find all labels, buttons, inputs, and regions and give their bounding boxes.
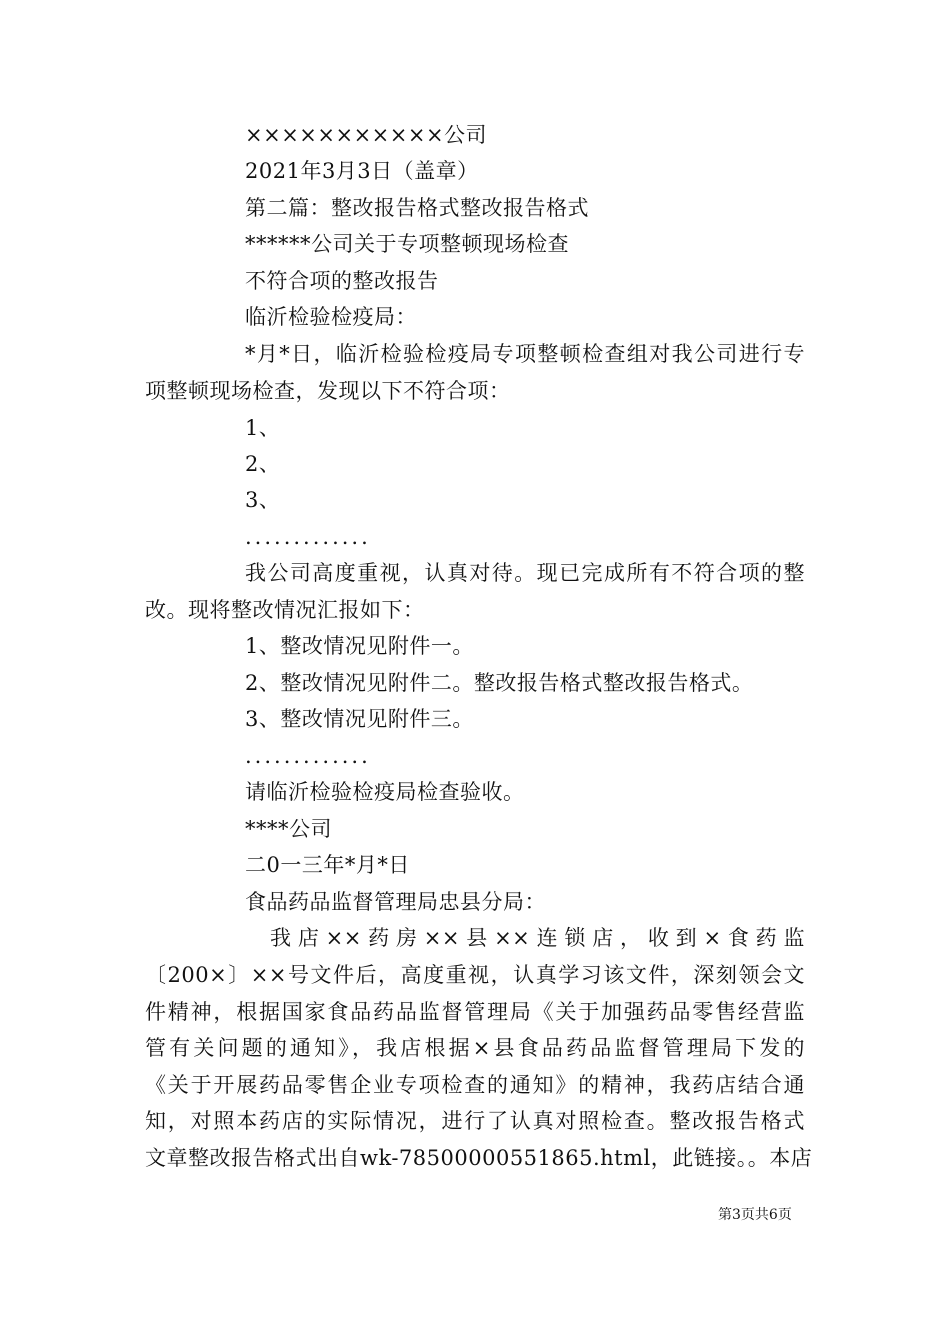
paragraph-line: 文章整改报告格式出自wk-78500000551865.html，此链接。。本店 — [145, 1146, 813, 1170]
paragraph-line: 项整顿现场检查，发现以下不符合项： — [145, 379, 511, 403]
ellipsis-line: ............. — [245, 744, 371, 768]
list-item: 2、 — [245, 452, 281, 476]
closing-request: 请临沂检验检疫局检查验收。 — [245, 780, 525, 804]
salutation: 临沂检验检疫局： — [245, 305, 417, 329]
list-item: 1、 — [245, 416, 281, 440]
list-item: 3、整改情况见附件三。 — [245, 707, 474, 731]
report-title-line-2: 不符合项的整改报告 — [245, 269, 439, 293]
section-heading: 第二篇：整改报告格式整改报告格式 — [245, 196, 589, 220]
paragraph-line: 知，对照本药店的实际情况，进行了认真对照检查。整改报告格式 — [145, 1109, 805, 1133]
signature-date: 二0一三年*月*日 — [245, 853, 410, 877]
list-item: 2、整改情况见附件二。整改报告格式整改报告格式。 — [245, 671, 754, 695]
paragraph-line: 我公司高度重视，认真对待。现已完成所有不符合项的整 — [245, 561, 805, 585]
paragraph-line: 管有关问题的通知》，我店根据×县食品药品监督管理局下发的 — [145, 1036, 805, 1060]
page-number: 第3页共6页 — [718, 1207, 792, 1223]
list-item: 3、 — [245, 488, 281, 512]
paragraph-line: 件精神，根据国家食品药品监督管理局《关于加强药品零售经营监 — [145, 1000, 805, 1024]
paragraph-line: 我店××药房××县××连锁店，收到×食药监 — [270, 926, 805, 950]
report-title-line-1: ******公司关于专项整顿现场检查 — [245, 232, 569, 256]
paragraph-line: 〔200×〕××号文件后，高度重视，认真学习该文件，深刻领会文 — [145, 963, 805, 987]
salutation: 食品药品监督管理局忠县分局： — [245, 890, 546, 914]
paragraph-line: 《关于开展药品零售企业专项检查的通知》的精神，我药店结合通 — [145, 1073, 805, 1097]
signature-date: 2021年3月3日（盖章） — [245, 159, 479, 183]
company-signature: ****公司 — [245, 817, 332, 841]
paragraph-line: *月*日，临沂检验检疫局专项整顿检查组对我公司进行专 — [245, 342, 805, 366]
ellipsis-line: ............. — [245, 525, 371, 549]
list-item: 1、整改情况见附件一。 — [245, 634, 474, 658]
paragraph-line: 改。现将整改情况汇报如下： — [145, 598, 425, 622]
company-signature: ×××××××××××公司 — [245, 123, 488, 147]
